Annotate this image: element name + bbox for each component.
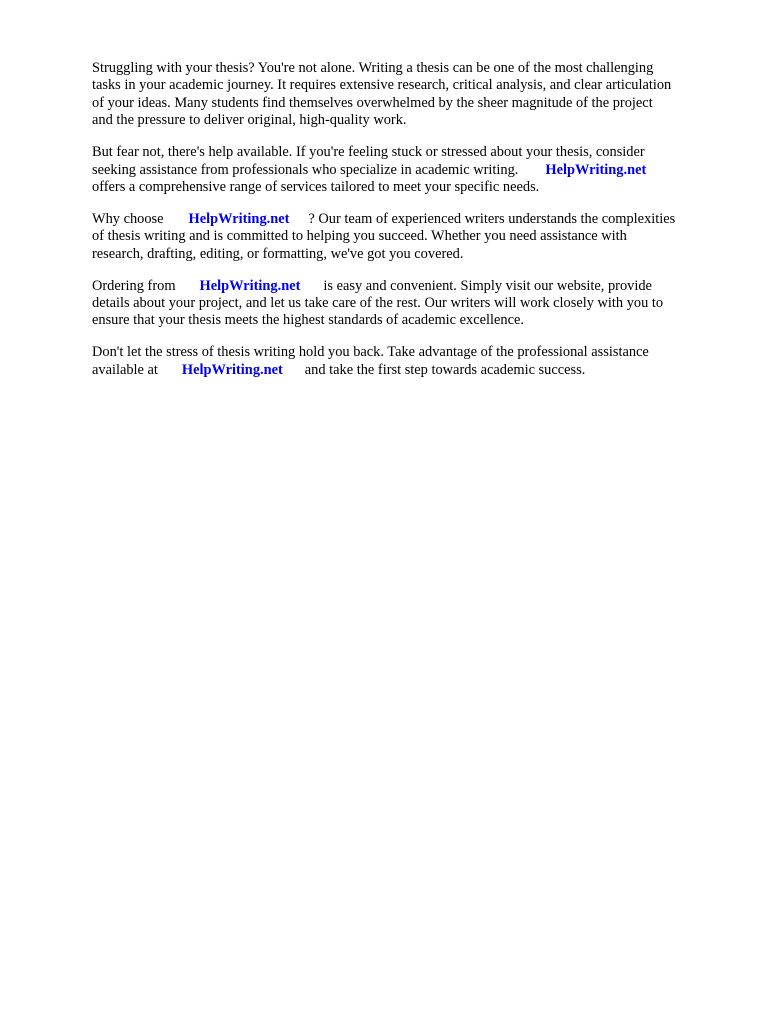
text-line: tasks in your academic journey. It requires extensive research, critical analysis, and clear articulation bbox=[92, 77, 672, 94]
text-line: Don't let the stress of thesis writing hold you back. Take advantage of the professional assistance bbox=[92, 344, 649, 361]
text-line bbox=[92, 211, 732, 228]
helpwriting-link[interactable]: HelpWriting.net bbox=[545, 161, 647, 178]
text-line: offers a comprehensive range of services tailored to meet your specific needs. bbox=[92, 178, 540, 195]
text-segment: ? Our team of experienced writers understands the complexities bbox=[308, 210, 676, 227]
helpwriting-link[interactable]: HelpWriting.net bbox=[188, 210, 290, 227]
text-line: research, drafting, editing, or formatting, we've got you covered. bbox=[92, 245, 464, 262]
text-line bbox=[92, 162, 732, 179]
text-line: ensure that your thesis meets the highest standards of academic excellence. bbox=[92, 312, 524, 329]
text-segment: and take the first step towards academic success. bbox=[304, 361, 586, 378]
paragraph-ordering bbox=[92, 278, 732, 330]
text-line bbox=[92, 362, 732, 379]
text-line: details about your project, and let us take care of the rest. Our writers will work closely with you to bbox=[92, 295, 664, 312]
text-line: of thesis writing and is committed to helping you succeed. Whether you need assistance with bbox=[92, 228, 627, 245]
paragraph-why-choose bbox=[92, 211, 732, 263]
text-segment: is easy and convenient. Simply visit our website, provide bbox=[323, 277, 652, 294]
paragraph-intro bbox=[92, 60, 732, 130]
text-line: and the pressure to deliver original, high-quality work. bbox=[92, 112, 407, 129]
text-segment: Ordering from bbox=[92, 277, 176, 294]
paragraph-help-available bbox=[92, 144, 732, 196]
helpwriting-link[interactable]: HelpWriting.net bbox=[199, 277, 301, 294]
text-segment: Why choose bbox=[92, 210, 164, 227]
helpwriting-link[interactable]: HelpWriting.net bbox=[181, 361, 283, 378]
text-line: But fear not, there's help available. If you're feeling stuck or stressed about your thesis, consider bbox=[92, 144, 645, 161]
text-line: Struggling with your thesis? You're not alone. Writing a thesis can be one of the most challenging bbox=[92, 60, 654, 76]
document-body bbox=[92, 60, 732, 394]
text-line bbox=[92, 278, 732, 295]
text-segment: seeking assistance from professionals who specialize in academic writing. bbox=[92, 161, 519, 178]
text-segment: available at bbox=[92, 361, 158, 378]
paragraph-closing bbox=[92, 344, 732, 379]
text-line: of your ideas. Many students find themselves overwhelmed by the sheer magnitude of the project bbox=[92, 94, 653, 111]
